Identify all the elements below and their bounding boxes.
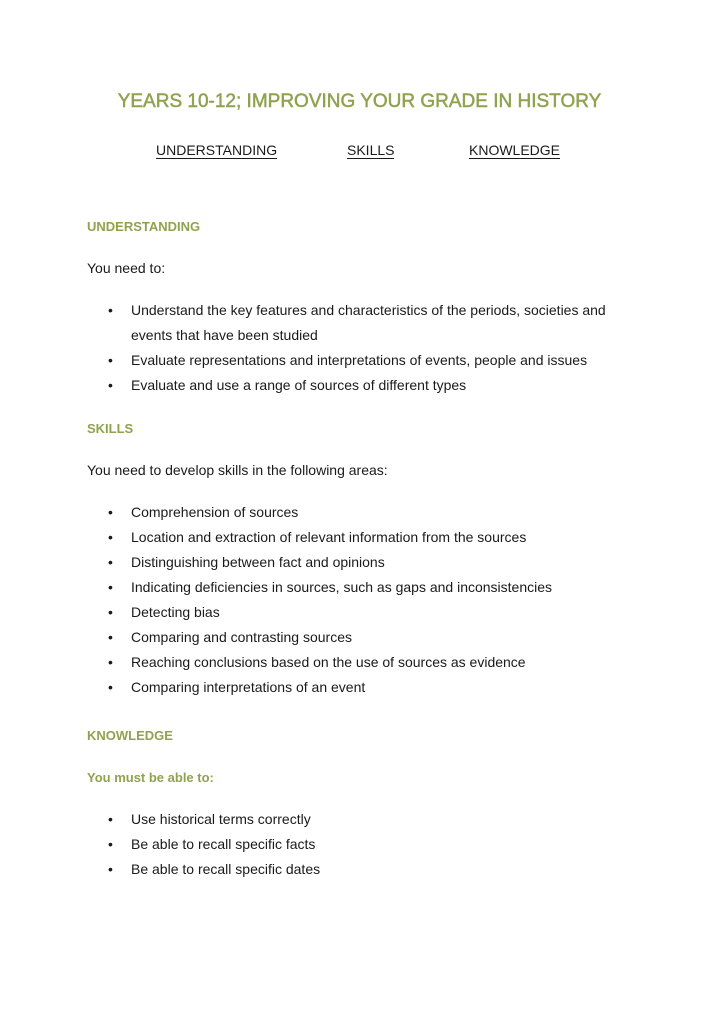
list-item	[0, 500, 631, 525]
list-item-text: Detecting bias	[131, 604, 220, 620]
section-intro-knowledge: You must be able to:	[87, 770, 214, 785]
bullet-icon: •	[108, 377, 113, 393]
list-item-text: Be able to recall specific facts	[131, 836, 316, 852]
list-item	[0, 298, 631, 348]
list-item	[0, 575, 631, 600]
list-item-text: Indicating deficiencies in sources, such as gaps and inconsistencies	[131, 579, 553, 595]
bullet-icon: •	[108, 811, 113, 827]
list-item-text: Understand the key features and characteristics of the periods, societies and events that have been studied	[131, 302, 606, 343]
nav-link-understanding[interactable]: UNDERSTANDING	[156, 142, 278, 158]
list-item-text: Comparing and contrasting sources	[131, 629, 353, 645]
section-intro-understanding: You need to:	[87, 260, 166, 276]
section-heading-knowledge: KNOWLEDGE	[87, 728, 173, 743]
nav-link-knowledge[interactable]: KNOWLEDGE	[469, 142, 561, 158]
list-item	[0, 625, 631, 650]
bullet-icon: •	[108, 679, 113, 695]
bullet-icon: •	[108, 579, 113, 595]
list-item-text: Evaluate and use a range of sources of different types	[131, 377, 467, 393]
list-item-text: Reaching conclusions based on the use of sources as evidence	[131, 654, 526, 670]
bullet-icon: •	[108, 302, 113, 318]
list-item	[0, 550, 631, 575]
bullet-icon: •	[108, 529, 113, 545]
bullet-icon: •	[108, 504, 113, 520]
section-heading-understanding: UNDERSTANDING	[87, 219, 201, 234]
list-item	[0, 600, 631, 625]
bullet-list-skills	[0, 500, 631, 700]
bullet-icon: •	[108, 604, 113, 620]
bullet-icon: •	[108, 836, 113, 852]
bullet-list-understanding	[0, 298, 631, 398]
bullet-icon: •	[108, 861, 113, 877]
bullet-list-knowledge	[0, 807, 631, 882]
list-item	[0, 525, 631, 550]
list-item	[0, 348, 631, 373]
bullet-icon: •	[108, 629, 113, 645]
list-item	[0, 373, 631, 398]
list-item	[0, 675, 631, 700]
list-item	[0, 832, 631, 857]
bullet-icon: •	[108, 654, 113, 670]
list-item	[0, 857, 631, 882]
list-item	[0, 650, 631, 675]
bullet-icon: •	[108, 554, 113, 570]
list-item-text: Comprehension of sources	[131, 504, 299, 520]
section-intro-skills: You need to develop skills in the following areas:	[87, 462, 388, 478]
bullet-icon: •	[108, 352, 113, 368]
list-item-text: Evaluate representations and interpretations of events, people and issues	[131, 352, 588, 368]
list-item-text: Location and extraction of relevant information from the sources	[131, 529, 527, 545]
page-title: YEARS 10-12; IMPROVING YOUR GRADE IN HISTORY	[117, 91, 602, 112]
list-item-text: Distinguishing between fact and opinions	[131, 554, 385, 570]
list-item-text: Use historical terms correctly	[131, 811, 311, 827]
list-item-text: Be able to recall specific dates	[131, 861, 321, 877]
list-item	[0, 807, 631, 832]
section-heading-skills: SKILLS	[87, 421, 134, 436]
list-item-text: Comparing interpretations of an event	[131, 679, 366, 695]
nav-link-skills[interactable]: SKILLS	[347, 142, 395, 158]
